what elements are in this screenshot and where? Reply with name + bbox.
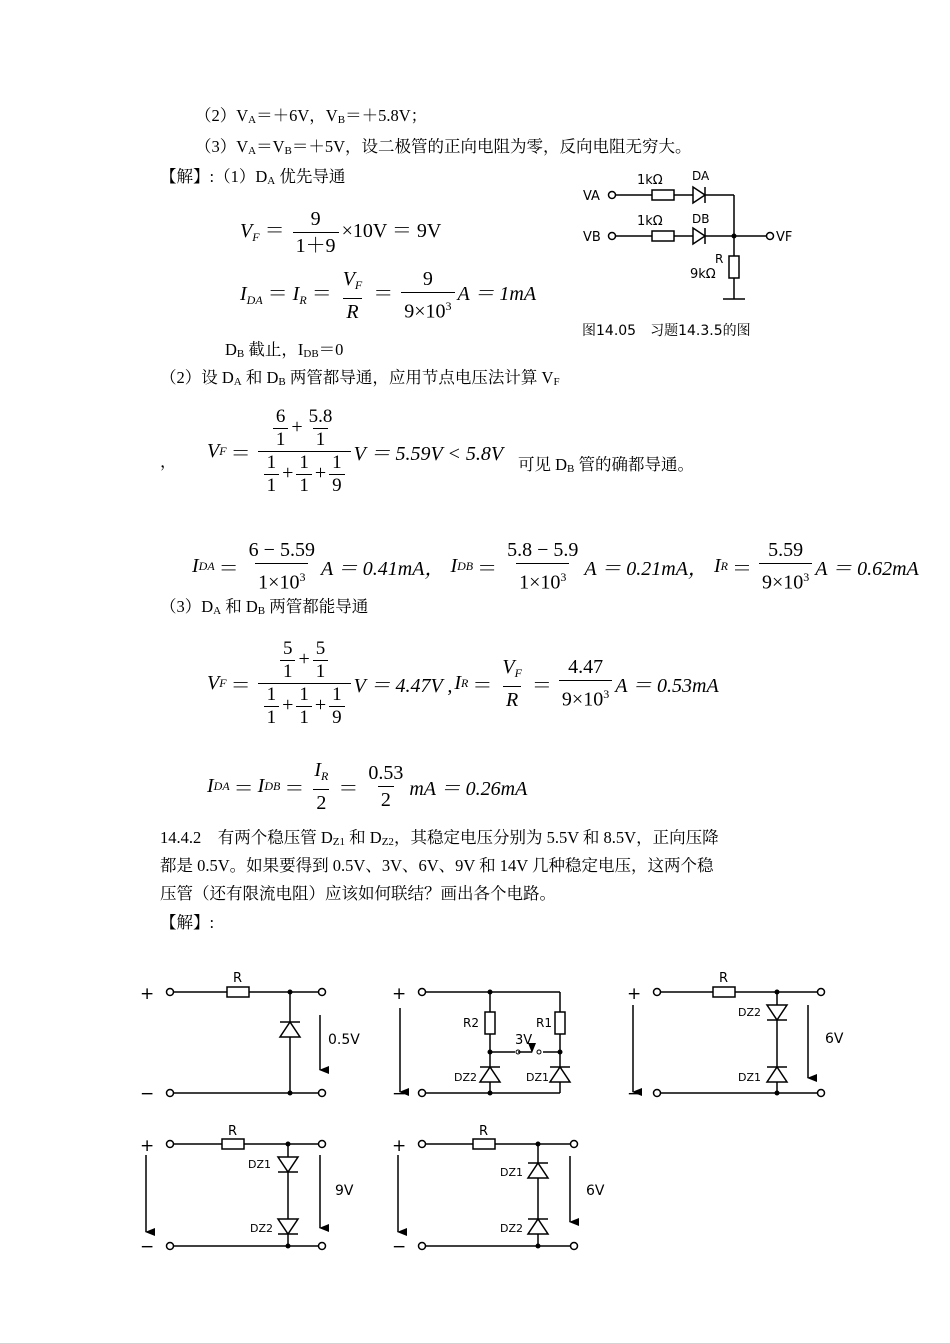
den — [559, 680, 612, 713]
num — [340, 266, 366, 298]
eq: ＝ — [267, 283, 288, 306]
rest: A ＝ 0.53mA — [615, 675, 719, 697]
eq: ＝ — [230, 443, 251, 465]
minus-sign: − — [140, 1237, 155, 1257]
num — [267, 406, 342, 451]
frac-d — [296, 452, 312, 497]
rest: A ＝ 0.21mA， — [584, 557, 708, 580]
label-r1: R1 — [536, 1016, 552, 1030]
sub: A — [248, 114, 257, 126]
plus: + — [314, 694, 327, 717]
plus: + — [291, 416, 303, 439]
plus-sign: + — [627, 984, 642, 1004]
minus-sign: − — [140, 1084, 155, 1104]
frac-d — [296, 684, 312, 729]
den-text: 1×10 — [258, 571, 300, 594]
eq: ＝ — [233, 778, 254, 800]
line-condition-2 — [195, 106, 427, 130]
den: R — [343, 298, 361, 325]
equation-ida-3 — [207, 757, 527, 816]
den: 9 — [329, 706, 345, 729]
num: 6 − 5.59 — [248, 539, 315, 561]
den: 1 — [313, 428, 329, 451]
sub: DB — [264, 779, 281, 793]
line-condition-3 — [195, 137, 692, 161]
minus-sign: − — [392, 1084, 407, 1104]
fraction — [401, 266, 454, 325]
sub: A — [248, 145, 257, 157]
num: 1 — [332, 684, 342, 705]
fraction — [759, 537, 812, 596]
sub: A — [233, 376, 242, 388]
den: 1 — [264, 706, 280, 729]
den: 1 — [264, 474, 280, 497]
sym: I — [207, 775, 214, 797]
den-text: 1×10 — [519, 571, 561, 594]
sym: V — [207, 440, 220, 462]
eq: ＝ — [472, 675, 493, 697]
den: R — [503, 686, 521, 713]
label-va: VA — [583, 189, 600, 204]
label-r2: R2 — [463, 1016, 479, 1030]
fraction — [311, 757, 331, 816]
fraction — [258, 406, 351, 497]
num: 9 — [310, 208, 321, 230]
num — [311, 757, 331, 789]
label-voltage: 0.5V — [328, 1032, 360, 1048]
den: 2 — [313, 789, 329, 816]
fraction — [258, 638, 351, 729]
num: 5.59 — [768, 539, 804, 561]
exp: 3 — [445, 299, 452, 314]
den — [759, 563, 812, 596]
label-db: DB — [692, 212, 710, 226]
fraction — [293, 206, 339, 259]
eq: ＝ — [264, 220, 285, 243]
den: 1 — [296, 706, 312, 729]
text: 和 D — [241, 368, 279, 387]
text: ＝＋5.8V； — [345, 106, 428, 125]
den — [255, 563, 308, 596]
part-2-heading — [160, 368, 560, 392]
num: 5 — [315, 638, 326, 659]
den — [258, 683, 351, 729]
sub: R — [461, 676, 469, 690]
fraction — [340, 266, 366, 325]
den — [401, 292, 454, 325]
eq: ＝ — [373, 283, 394, 306]
minus-sign: − — [392, 1237, 407, 1257]
text: 14.4.2 有两个稳压管 D — [160, 828, 333, 847]
sym: I — [192, 554, 199, 577]
den: 1＋9 — [293, 232, 339, 259]
sub: DA — [213, 779, 230, 793]
sub: F — [219, 676, 227, 690]
sub: A — [267, 175, 276, 187]
den-text: 9×10 — [404, 300, 446, 323]
problem-14-4-2-line1 — [160, 828, 719, 852]
sub: B — [236, 348, 245, 360]
eq: ＝ — [731, 557, 752, 580]
exp: 3 — [603, 687, 610, 702]
sub: R — [321, 769, 329, 783]
sym: I — [257, 775, 265, 797]
label-da: DA — [692, 169, 710, 183]
sym: I — [240, 283, 247, 306]
frac-a — [273, 406, 289, 451]
num — [499, 654, 525, 686]
db-cutoff-line — [225, 340, 343, 364]
plus: + — [282, 462, 294, 485]
fraction — [559, 654, 612, 713]
label-r: R — [228, 1124, 238, 1139]
text: 优先导通 — [275, 167, 346, 186]
label-vf: VF — [776, 230, 793, 245]
sym: I — [292, 283, 300, 306]
num: 1 — [299, 452, 309, 473]
sub: F — [553, 376, 560, 388]
text: 和 D — [345, 828, 382, 847]
den — [516, 563, 569, 596]
plus-sign: + — [140, 1136, 155, 1156]
sub: F — [514, 666, 522, 680]
problem-14-4-2-line3: 压管（还有限流电阻）应该如何联结？画出各个电路。 — [160, 884, 556, 903]
sym: I — [314, 759, 322, 781]
label-dz1: DZ1 — [248, 1158, 272, 1171]
num — [274, 638, 334, 683]
text: （2）V — [195, 106, 249, 125]
den: 1 — [296, 474, 312, 497]
sub: F — [354, 278, 363, 292]
equation-ida-1 — [240, 266, 536, 325]
text: 可见 D — [518, 455, 568, 474]
rest: mA ＝ 0.26mA — [409, 778, 528, 800]
frac-c — [264, 684, 280, 729]
solution-2-heading: 【解】: — [160, 913, 215, 932]
equation-vf-3 — [207, 638, 719, 729]
text: 截止，I — [244, 340, 304, 359]
rest: V ＝ 4.47V , — [353, 675, 453, 697]
equation-currents-2 — [192, 537, 919, 596]
rest: V ＝ 5.59V < 5.8V — [353, 443, 504, 465]
rest: A ＝ 0.41mA， — [320, 557, 445, 580]
rest: ×10V ＝ 9V — [341, 220, 442, 243]
label-voltage: 9V — [335, 1183, 354, 1199]
label-voltage: 3V — [515, 1033, 533, 1048]
exp: 3 — [803, 570, 810, 584]
num: 5.8 − 5.9 — [507, 539, 579, 561]
frac-e — [329, 684, 345, 729]
label-r: R — [479, 1124, 489, 1139]
sym: V — [240, 220, 253, 243]
plus-sign: + — [140, 984, 155, 1004]
sub: A — [213, 605, 222, 617]
sub: R — [299, 293, 307, 308]
rest: A ＝ 0.62mA — [815, 557, 919, 580]
fraction — [499, 654, 525, 713]
num: 6 — [275, 406, 286, 427]
sub: DB — [303, 348, 319, 360]
sub: DA — [198, 558, 215, 573]
label-voltage: 6V — [825, 1031, 844, 1047]
fraction — [246, 537, 318, 596]
den: 2 — [378, 786, 394, 813]
den: 1 — [313, 660, 329, 683]
label-dz2: DZ2 — [454, 1071, 478, 1084]
fraction — [365, 760, 406, 813]
sym: V — [342, 268, 355, 290]
label-r: R — [715, 252, 724, 266]
eq: ＝ — [338, 778, 359, 800]
minus-sign: − — [627, 1084, 642, 1104]
zener-circuits — [130, 960, 950, 1260]
text: ，其稳定电压分别为 5.5V 和 8.5V，正向压降 — [393, 828, 719, 847]
exp: 3 — [299, 570, 306, 584]
part-2-note — [518, 455, 694, 479]
label-dz2: DZ2 — [738, 1006, 762, 1019]
plus-sign: + — [392, 984, 407, 1004]
den-text: 9×10 — [561, 688, 604, 711]
equation-vf-1 — [240, 206, 441, 259]
solution-1-heading — [160, 167, 345, 191]
sym: I — [454, 672, 462, 694]
text: ＝＋5V，设二极管的正向电阻为零，反向电阻无穷大。 — [291, 137, 692, 156]
den-text: 9×10 — [761, 571, 804, 594]
label-r: R — [233, 971, 243, 986]
frac-c — [264, 452, 280, 497]
sym: V — [207, 672, 220, 694]
label-r1: 1kΩ — [637, 173, 663, 188]
sub: B — [284, 145, 292, 157]
text: 两管都导通，应用节点电压法计算 V — [285, 368, 554, 387]
label-dz1: DZ1 — [738, 1071, 762, 1084]
sub: F — [219, 444, 227, 458]
fraction — [504, 537, 581, 596]
plus: + — [298, 648, 310, 671]
label-r2: 1kΩ — [637, 214, 663, 229]
problem-14-4-2-line2: 都是 0.5V。如果要得到 0.5V、3V、6V、9V 和 14V 几种稳定电压，这两个稳 — [160, 856, 714, 875]
den: 1 — [280, 660, 296, 683]
sub: Z2 — [381, 836, 394, 848]
num: 1 — [266, 452, 277, 473]
label-r: R — [719, 971, 729, 986]
eq: ＝ — [531, 675, 552, 697]
rest: A ＝ 1mA — [457, 283, 537, 306]
text: 管的确都导通。 — [574, 455, 695, 474]
num: 5.8 — [308, 406, 333, 427]
label-rv: 9kΩ — [690, 267, 716, 282]
den — [258, 451, 351, 497]
plus-sign: + — [392, 1136, 407, 1156]
figure-14-05 — [575, 165, 800, 345]
sub: F — [252, 230, 260, 245]
sub: B — [567, 463, 575, 475]
text: 【解】:（1）D — [160, 167, 268, 186]
eq: ＝ — [230, 675, 251, 697]
den: 9 — [329, 474, 345, 497]
sub: B — [337, 114, 346, 126]
equation-vf-2 — [207, 406, 503, 497]
label-dz2: DZ2 — [250, 1222, 274, 1235]
text: ＝＋6V，V — [256, 106, 338, 125]
eq: ＝ — [284, 778, 305, 800]
sub: R — [720, 558, 728, 573]
text: （2）设 D — [160, 368, 234, 387]
num: 5 — [282, 638, 293, 659]
frac-b — [306, 406, 336, 451]
num: 1 — [299, 684, 309, 705]
leading-comma: ， — [160, 452, 177, 471]
sub: B — [278, 376, 286, 388]
label-voltage: 6V — [586, 1183, 605, 1199]
text: ＝0 — [318, 340, 344, 359]
label-vb: VB — [583, 230, 601, 245]
sym: V — [502, 656, 515, 678]
sub: B — [257, 605, 266, 617]
plus: + — [282, 694, 294, 717]
label-dz1: DZ1 — [526, 1071, 550, 1084]
sub: DB — [457, 558, 474, 573]
frac-b — [313, 638, 329, 683]
num: 0.53 — [368, 762, 404, 784]
frac-a — [280, 638, 296, 683]
text: （3）D — [160, 597, 214, 616]
eq: ＝ — [218, 557, 239, 580]
exp: 3 — [560, 570, 567, 584]
text: D — [225, 340, 237, 359]
sub: Z1 — [332, 836, 346, 848]
label-dz1: DZ1 — [500, 1166, 524, 1179]
figure-caption: 图14.05 习题14.3.5的图 — [582, 323, 751, 339]
num: 4.47 — [568, 656, 604, 679]
den: 1 — [273, 428, 289, 451]
text: ＝V — [256, 137, 285, 156]
text: （3）V — [195, 137, 249, 156]
plus: + — [314, 462, 327, 485]
label-dz2: DZ2 — [500, 1222, 524, 1235]
eq: ＝ — [311, 283, 332, 306]
sym: I — [450, 554, 458, 577]
num: 9 — [422, 268, 433, 291]
num: 1 — [266, 684, 277, 705]
sym: I — [713, 554, 721, 577]
sub: DA — [246, 293, 263, 308]
num: 1 — [332, 452, 342, 473]
text: 和 D — [221, 597, 258, 616]
eq: ＝ — [477, 557, 498, 580]
frac-e — [329, 452, 345, 497]
part-3-heading — [160, 597, 368, 621]
text: 两管都能导通 — [265, 597, 369, 616]
